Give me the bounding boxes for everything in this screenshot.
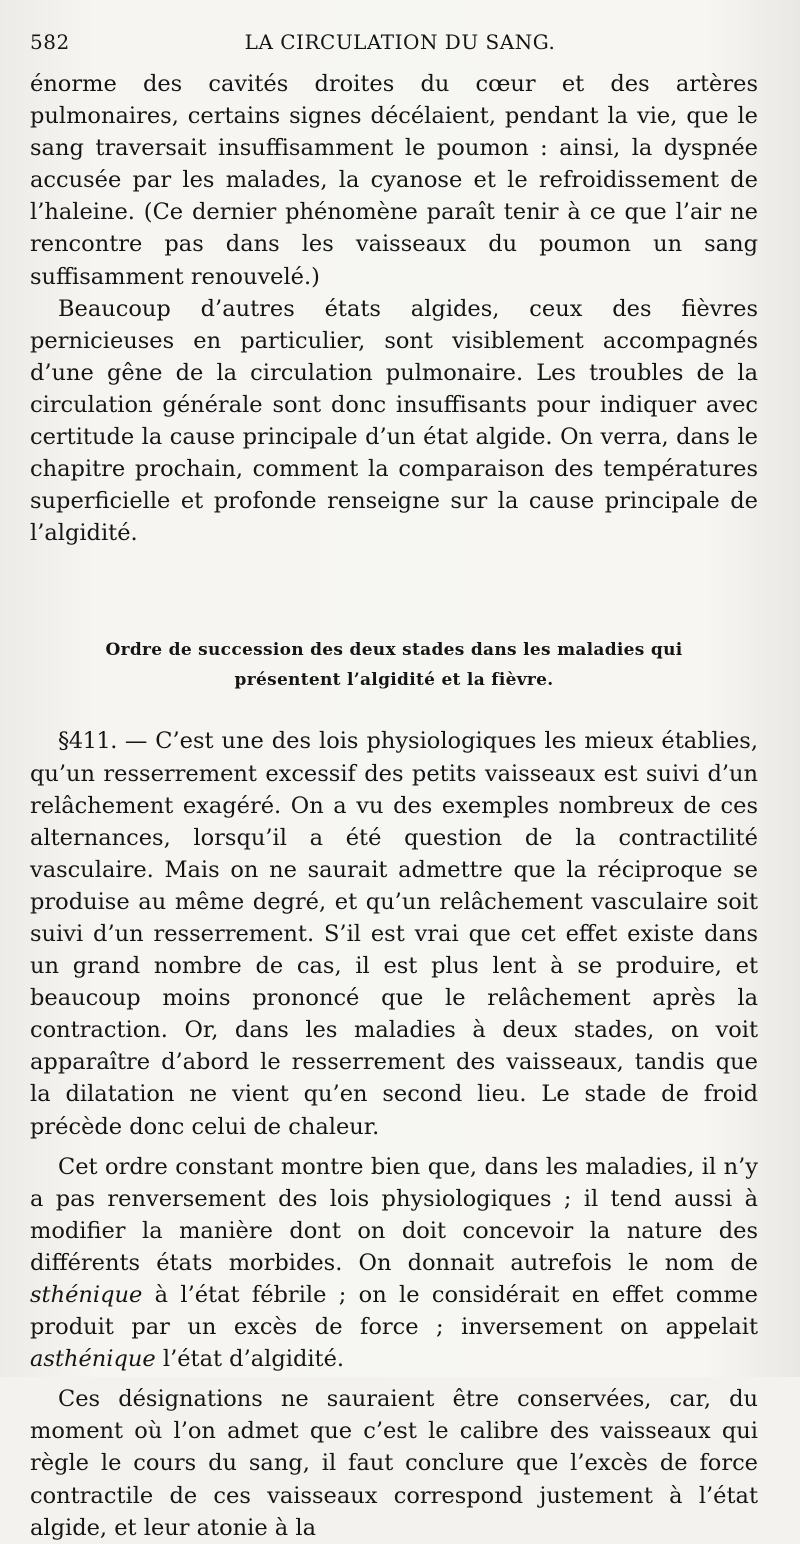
paragraph-sthenic [30,1151,758,1376]
paragraph-designations: Ces désignations ne sauraient être conservées, car, du moment où l’on admet que c’est le calibre des vaisseaux qui règle le cours du sang, il faut conclure que l’excès de force contractile de ces vaisseaux correspond justement à l’état algide, et leur atonie à la [30,1386,758,1541]
page-header [30,30,770,62]
paragraph-continued: énorme des cavités droites du cœur et des artères pulmonaires, certains signes décélaient, pendant la vie, que le sang traversait insuffisamment le poumon : ainsi, la dyspnée accusée par les malades, la cyanose et le refroidissement de l’haleine. (Ce dernier phénomène paraît tenir à ce que l’air ne rencontre pas dans les vaisseaux du poumon un sang suffisamment renouvelé.) [30,71,758,290]
paragraph-number: §411. [58,728,117,755]
paragraph-411-text: — C’est une des lois physiologiques les mieux établies, qu’un resserrement excessif des petits vaisseaux est suivi d’un relâchement exagéré. On a vu des exemples nombreux de ces alternances, lorsqu’il a été question de la contractilité vasculaire. Mais on ne saurait admettre que la réciproque se produise au même degré, et qu’un relâchement vasculaire soit suivi d’un resserrement. S’il est vrai que cet effet existe dans un grand nombre de cas, il est plus lent à se produire, et beaucoup moins prononcé que le relâchement après la contraction. Or, dans les maladies à deux stades, on voit apparaître d’abord le resserrement des vaisseaux, tandis que la dilatation ne vient qu’en second lieu. Le stade de froid précède donc celui de chaleur. [30,728,758,1140]
paragraph-algid-states: Beaucoup d’autres états algides, ceux des fièvres pernicieuses en particulier, sont visiblement accompagnés d’une gêne de la circulation pulmonaire. Les troubles de la circulation générale sont donc insuffisants pour indiquer avec certitude la cause principale d’un état algide. On verra, dans le chapitre prochain, comment la comparaison des températures superficielle et profonde renseigne sur la cause principale de l’algidité. [30,295,758,547]
paragraph-sthenic-text-3: l’état d’algidité. [155,1346,345,1373]
paragraph-sthenic-text-1: Cet ordre constant montre bien que, dans les maladies, il n’y a pas renversement des lois physiologiques ; il tend aussi à modifier la manière dont on doit concevoir la nature des différents états morbides. On donnait autrefois le nom de [30,1153,758,1276]
section-heading: Ordre de succession des deux stades dans les maladies qui présentent l’algidité et la fièvre. [105,640,683,691]
page-body [30,68,758,1544]
paragraph-411 [30,725,758,1142]
italic-term-sthenique: sthénique [30,1282,143,1308]
running-title: LA CIRCULATION DU SANG. [244,30,556,54]
paragraph-sthenic-text-2: à l’état fébrile ; on le considérait en effet comme produit par un excès de force ; inversement on appelait [30,1282,758,1341]
italic-term-asthenique: asthénique [30,1346,156,1373]
page-number: 582 [30,30,70,54]
